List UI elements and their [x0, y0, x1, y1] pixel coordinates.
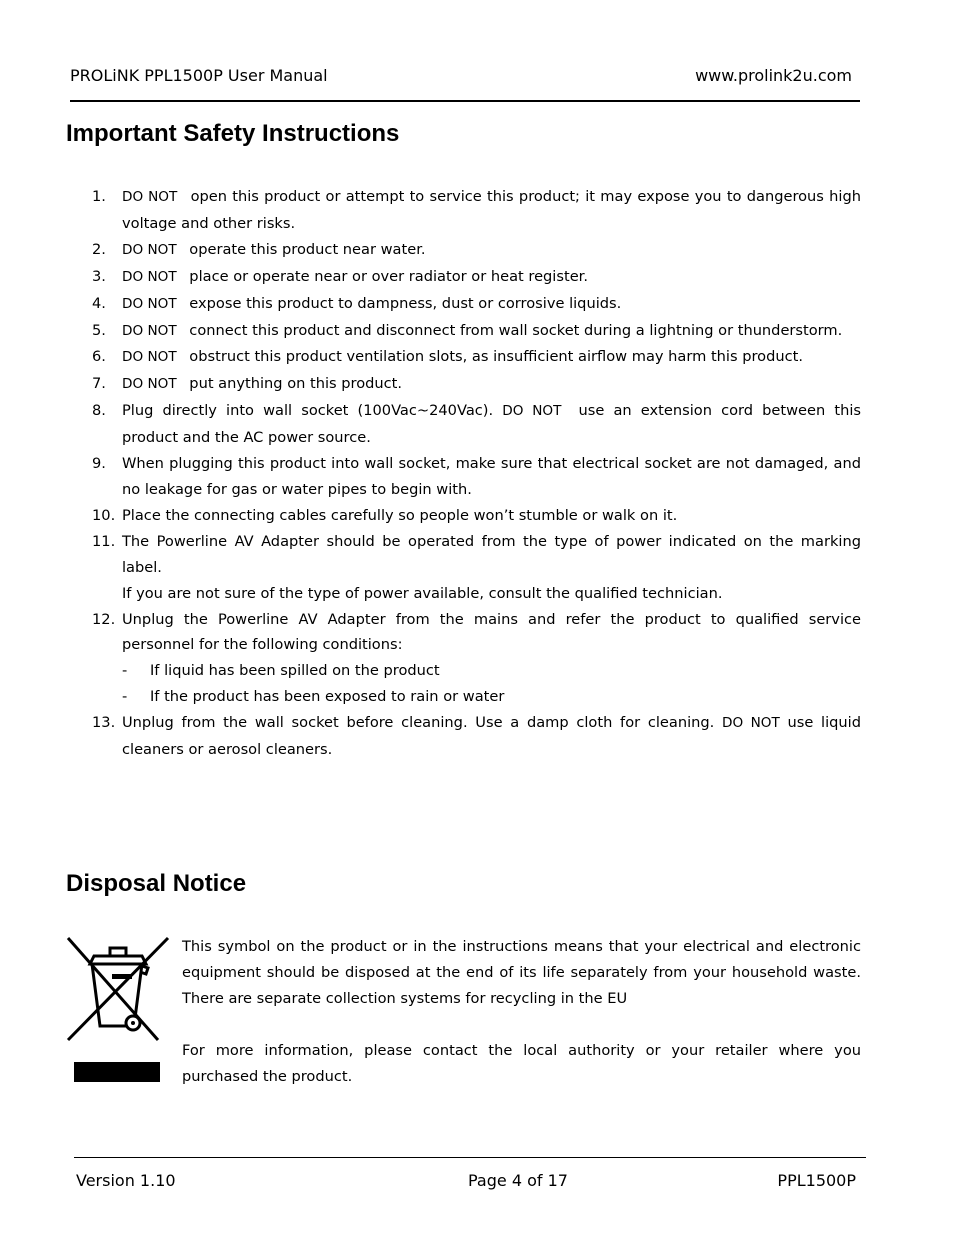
list-item [92, 318, 861, 345]
item-number: 1. [92, 188, 106, 205]
disposal-text [182, 934, 861, 1090]
footer-version: Version 1.10 [76, 1171, 176, 1190]
item-text: open this product or attempt to service this product; it may expose you to dangerous high voltage and other risks. [122, 188, 861, 232]
do-not-label: DO NOT [122, 241, 177, 258]
list-item [92, 607, 861, 711]
list-item [92, 503, 861, 529]
item-number: 12. [92, 610, 116, 628]
condition-text: If the product has been exposed to rain or water [150, 688, 505, 706]
list-item [92, 344, 861, 371]
list-item [92, 398, 861, 451]
safety-list [92, 184, 861, 763]
item-number: 3. [92, 267, 106, 285]
item-text: put anything on this product. [184, 375, 403, 393]
item-number: 8. [92, 402, 106, 420]
item-text: Unplug the Powerline AV Adapter from the mains and refer the product to qualified service personnel for the following conditions: [122, 610, 861, 654]
item-number: 7. [92, 375, 106, 393]
header-url: www.prolink2u.com [695, 66, 852, 85]
footer-model: PPL1500P [777, 1171, 856, 1190]
item-text-after: use liquid cleaners or aerosol cleaners. [122, 714, 861, 759]
item-number: 10. [92, 506, 116, 524]
list-item [92, 451, 861, 503]
do-not-label: DO NOT [122, 295, 177, 312]
safety-title: Important Safety Instructions [66, 120, 400, 147]
item-text: Unplug from the wall socket before cleaning. Use a damp cloth for cleaning. [122, 714, 723, 732]
list-item [92, 184, 861, 237]
item-text: obstruct this product ventilation slots, as insufficient airflow may harm this product. [184, 348, 803, 366]
item-text: Place the connecting cables carefully so people won’t stumble or walk on it. [122, 506, 678, 524]
item-text-line2: If you are not sure of the type of power available, consult the qualified technician. [122, 584, 723, 602]
item-number: 11. [92, 532, 116, 550]
item-text: expose this product to dampness, dust or corrosive liquids. [184, 294, 622, 312]
list-item [92, 371, 861, 398]
item-text: The Powerline AV Adapter should be operated from the type of power indicated on the marking label. [122, 532, 861, 576]
item-text: When plugging this product into wall socket, make sure that electrical socket are not damaged, and no leakage for gas or water pipes to begin with. [122, 455, 861, 498]
list-item [92, 237, 861, 264]
list-item [92, 291, 861, 318]
item-number: 5. [92, 321, 106, 339]
item-text: use an extension cord between this product and the AC power source. [122, 402, 862, 447]
list-item [92, 710, 861, 763]
do-not-label: DO NOT [122, 268, 177, 285]
header-title: PROLiNK PPL1500P User Manual [70, 66, 328, 85]
disposal-paragraph: This symbol on the product or in the instructions means that your electrical and electronic equipment should be disposed at the end of its life separately from your household waste. There are separate collection systems for recycling in the EU [182, 938, 861, 1007]
item-text: connect this product and disconnect from wall socket during a lightning or thunderstorm. [184, 321, 843, 339]
item-number: 4. [92, 294, 106, 312]
page-header [70, 66, 860, 102]
condition-list [122, 658, 861, 710]
condition-item: - If the product has been exposed to rain or water [122, 688, 505, 706]
do-not-label: DO NOT [122, 322, 177, 339]
do-not-label: DO NOT [122, 189, 178, 205]
item-text: operate this product near water. [184, 240, 426, 258]
disposal-title: Disposal Notice [66, 870, 247, 897]
item-text: place or operate near or over radiator or heat register. [184, 267, 588, 285]
crossed-out-wheelie-bin-icon [66, 934, 170, 1084]
item-number: 2. [92, 240, 106, 258]
item-number: 9. [92, 455, 106, 473]
do-not-label: DO NOT [122, 349, 177, 366]
item-text-before: Plug directly into wall socket (100Vac~240Vac). [122, 402, 503, 420]
do-not-label: DO NOT [122, 376, 177, 393]
do-not-label: DO NOT [502, 403, 562, 420]
footer-page-number: Page 4 of 17 [468, 1171, 568, 1190]
condition-item: - If liquid has been spilled on the product [122, 662, 440, 680]
list-item [92, 529, 861, 607]
condition-text: If liquid has been spilled on the product [150, 662, 440, 680]
item-number: 13. [92, 714, 116, 732]
disposal-paragraph: For more information, please contact the local authority or your retailer where you purchased the product. [182, 1041, 861, 1085]
list-item [92, 264, 861, 291]
page-footer [74, 1157, 866, 1208]
item-number: 6. [92, 348, 106, 366]
do-not-label: DO NOT [722, 715, 780, 732]
